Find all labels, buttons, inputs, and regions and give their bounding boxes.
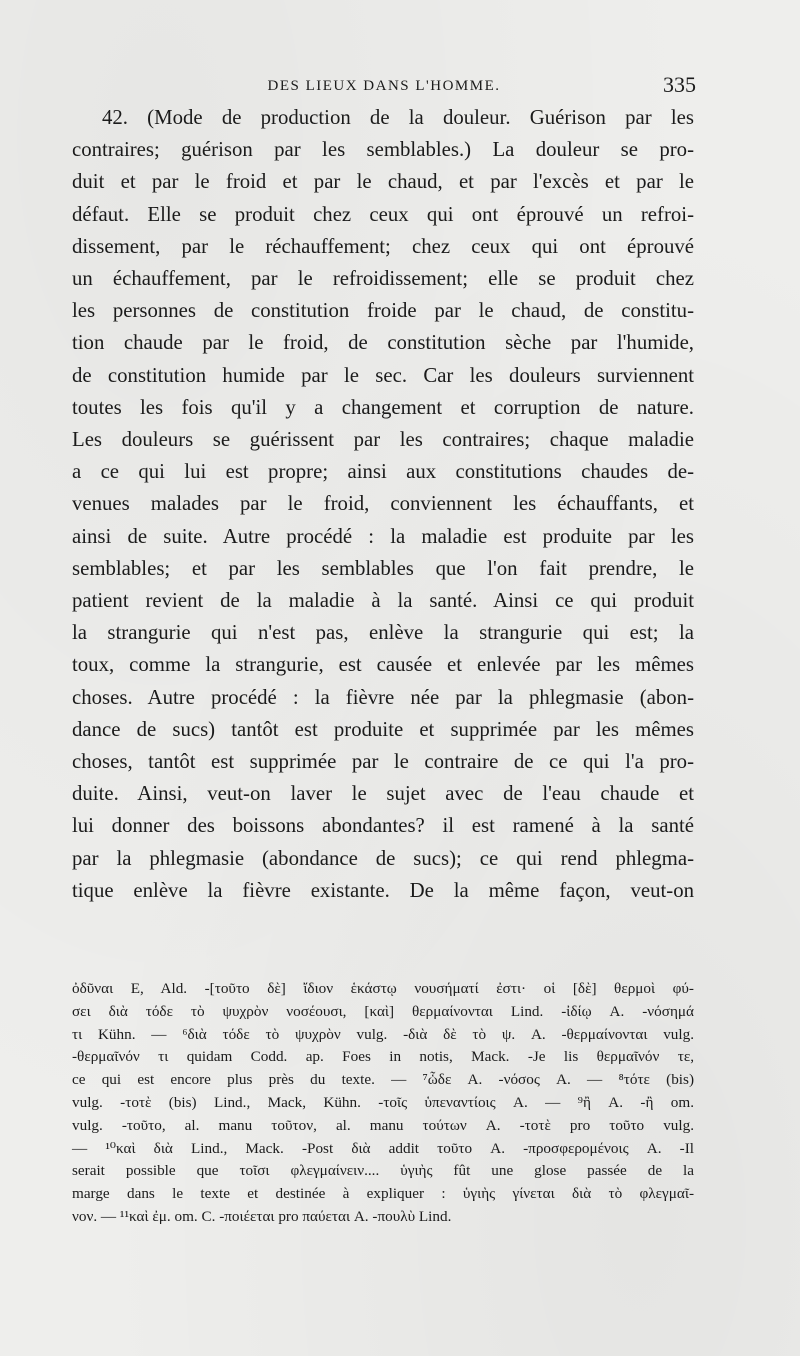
footnote-line: vulg. -τοῦτο, al. manu τοῦτον, al. manu τούτων A. -τοτὲ pro τοῦτο vulg. [72, 1116, 694, 1134]
text-line: par la phlegmasie (abondance de sucs); ce qui rend phlegma- [72, 846, 694, 870]
text-line: toux, comme la strangurie, est causée et enlevée par les mêmes [72, 653, 694, 677]
text-line: lui donner des boissons abondantes? il est ramené à la santé [72, 814, 694, 838]
text-line: ainsi de suite. Autre procédé : la maladie est produite par les [72, 524, 694, 548]
page-number: 335 [663, 72, 696, 97]
footnote-line: marge dans le texte et destinée à expliquer : ὑγιὴς γίνεται διὰ τὸ φλεγμαῖ- [72, 1185, 694, 1203]
running-title: DES LIEUX DANS L'HOMME. [267, 78, 501, 94]
footnote-line: vulg. -τοτὲ (bis) Lind., Mack, Kühn. -τοῖς ὑπεναντίοις A. — ⁹ἢ A. -ἢ om. [72, 1093, 694, 1111]
text-line: semblables; et par les semblables que l'on fait prendre, le [72, 556, 694, 580]
footnotes [72, 978, 694, 1229]
text-line: tion chaude par le froid, de constitution sèche par l'humide, [72, 331, 694, 355]
main-text [72, 102, 694, 907]
text-line: de constitution humide par le sec. Car les douleurs surviennent [72, 363, 694, 387]
text-line: Les douleurs se guérissent par les contraires; chaque maladie [72, 428, 694, 452]
text-line: dance de sucs) tantôt est produite et supprimée par les mêmes [72, 717, 694, 741]
text-line: 42. (Mode de production de la douleur. Guérison par les [102, 106, 694, 129]
text-line: choses. Autre procédé : la fièvre née par la phlegmasie (abon- [72, 685, 694, 709]
text-line: duite. Ainsi, veut-on laver le sujet avec de l'eau chaude et [72, 782, 694, 806]
text-line: tique enlève la fièvre existante. De la même façon, veut-on [72, 878, 694, 902]
text-line: dissement, par le réchauffement; chez ceux qui ont éprouvé [72, 234, 694, 258]
footnote-line: ὀδῦναι E, Ald. -[τοῦτο δὲ] ἴδιον ἑκάστῳ νουσήματί ἐστι· οἱ [δὲ] θερμοὶ φύ- [72, 980, 694, 997]
text-line: patient revient de la maladie à la santé. Ainsi ce qui produit [72, 589, 694, 613]
text-line: duit et par le froid et par le chaud, et par l'excès et par le [72, 170, 694, 194]
text-line: choses, tantôt est supprimée par le contraire de ce qui l'a pro- [72, 750, 694, 774]
footnote-line: serait possible que τοῖσι φλεγμαίνειν.... ὑγιὴς fût une glose passée de la [72, 1162, 694, 1180]
text-line: a ce qui lui est propre; ainsi aux constitutions chaudes de- [72, 460, 694, 484]
footnote-line: νον. — ¹¹καὶ ἐμ. om. C. -ποιέεται pro παύεται A. -πουλὺ Lind. [72, 1207, 452, 1225]
text-line: les personnes de constitution froide par le chaud, de constitu- [72, 299, 694, 323]
text-line: contraires; guérison par les semblables.) La douleur se pro- [72, 138, 694, 162]
page-header [72, 72, 696, 104]
text-line: toutes les fois qu'il y a changement et corruption de nature. [72, 395, 694, 419]
text-line: venues malades par le froid, conviennent les échauffants, et [72, 492, 694, 516]
text-line: la strangurie qui n'est pas, enlève la strangurie qui est; la [72, 621, 694, 645]
text-line: défaut. Elle se produit chez ceux qui ont éprouvé un refroi- [72, 202, 694, 226]
footnote-line: ce qui est encore plus près du texte. — ⁷ὧδε A. -νόσος A. — ⁸τότε (bis) [72, 1071, 694, 1089]
footnote-line: σει διὰ τόδε τὸ ψυχρὸν νοσέουσι, [καὶ] θερμαίνονται Lind. -ἰδίῳ A. -νόσημά [72, 1002, 694, 1020]
text-line: un échauffement, par le refroidissement; elle se produit chez [72, 267, 694, 291]
footnote-line: — ¹⁰καὶ διὰ Lind., Mack. -Post διὰ addit τοῦτο A. -προσφερομένοις A. -Il [72, 1139, 694, 1157]
footnote-line: τι Kühn. — ⁶διὰ τόδε τὸ ψυχρὸν vulg. -διὰ δὲ τὸ ψ. A. -θερμαίνονται vulg. [72, 1025, 694, 1043]
footnote-line: -θερμαῖνόν τι quidam Codd. ap. Foes in notis, Mack. -Je lis θερμαῖνόν τε, [72, 1048, 694, 1066]
